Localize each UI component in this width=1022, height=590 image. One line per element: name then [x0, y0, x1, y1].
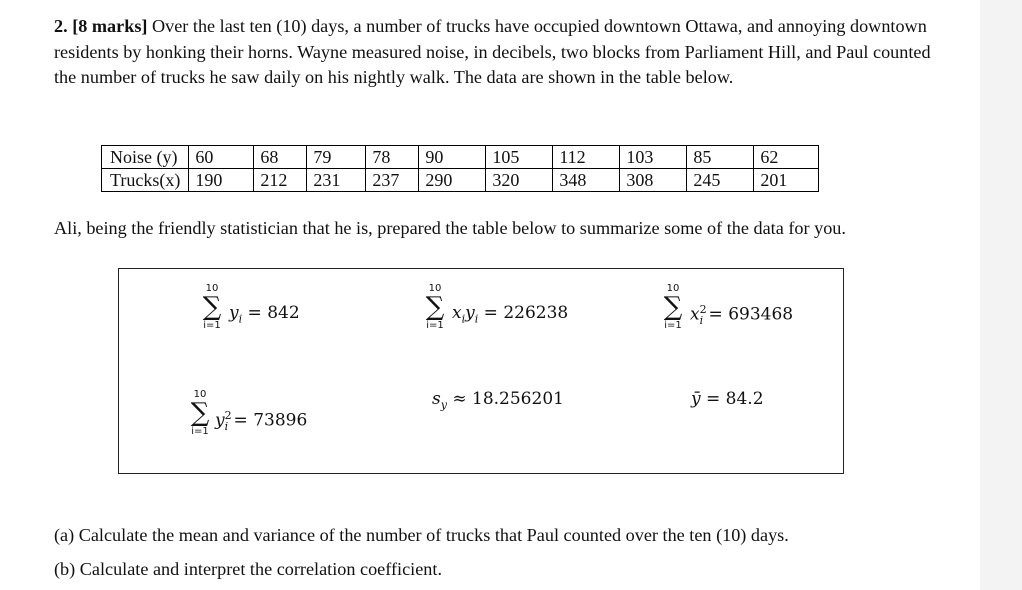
sum-xy-value: 226238: [503, 303, 569, 323]
question-number: 2.: [54, 16, 68, 36]
y-bar-formula: ȳ = 84.2: [691, 389, 764, 409]
table-cell: 237: [366, 169, 419, 192]
table-cell: 290: [419, 169, 486, 192]
table-cell: 308: [620, 169, 687, 192]
table-cell: 68: [254, 146, 307, 169]
sigma-icon: 10 ∑ i=1: [190, 389, 210, 437]
intro-text: Ali, being the friendly statistician that he is, prepared the table below to summarize some of the data for you.: [54, 218, 846, 238]
table-cell: 320: [486, 169, 553, 192]
sum-x2-value: 693468: [728, 304, 794, 325]
table-cell: 245: [687, 169, 754, 192]
table-cell: 212: [254, 169, 307, 192]
sigma-icon: 10 ∑ i=1: [425, 283, 445, 331]
table-row-noise: [102, 146, 819, 169]
sigma-icon: 10 ∑ i=1: [663, 283, 683, 331]
row-label: Noise (y): [102, 146, 189, 169]
table-cell: 112: [553, 146, 620, 169]
y-bar-value: 84.2: [725, 389, 764, 409]
row-label: Trucks(x): [102, 169, 189, 192]
table-cell: 190: [189, 169, 254, 192]
s-y-value: 18.256201: [472, 389, 564, 409]
sum-y-value: 842: [267, 303, 300, 323]
sum-y2-value: 73896: [253, 410, 308, 431]
question-marks: [8 marks]: [72, 16, 148, 36]
table-cell: 78: [366, 146, 419, 169]
table-cell: 201: [754, 169, 819, 192]
part-a: (a) Calculate the mean and variance of the number of trucks that Paul counted over the ten (10) days.: [54, 525, 789, 545]
summary-box: 10 ∑ i=1 $y_i = 842$ 10 ∑ i=1 $x_iy_i = 226238$ 10 ∑ i=1 $x^2_i = 693468$ 10 ∑ i=1 $y^2_i = 73896$ $s_y \approx 18.256201$ ȳ = 84.2: [118, 268, 844, 474]
question-body: Over the last ten (10) days, a number of trucks have occupied downtown Ottawa, and annoying downtown residents by honking their horns. Wayne measured noise, in decibels, two blocks from Parliament Hill, and Paul counted the number of trucks he saw daily on his nightly walk. The data are shown in the table below.: [54, 16, 931, 87]
s-y-formula: $s_y \approx 18.256201$: [432, 389, 564, 412]
data-table: [101, 145, 819, 192]
table-cell: 231: [307, 169, 366, 192]
table-cell: 105: [486, 146, 553, 169]
table-cell: 348: [553, 169, 620, 192]
table-cell: 85: [687, 146, 754, 169]
table-cell: 79: [307, 146, 366, 169]
sigma-icon: 10 ∑ i=1: [202, 283, 222, 331]
table-cell: 90: [419, 146, 486, 169]
part-b: (b) Calculate and interpret the correlation coefficient.: [54, 559, 442, 579]
question-text: [54, 14, 934, 91]
table-row-trucks: [102, 169, 819, 192]
table-cell: 103: [620, 146, 687, 169]
right-margin-strip: [980, 0, 1022, 590]
question-parts: [54, 518, 789, 586]
table-cell: 62: [754, 146, 819, 169]
table-cell: 60: [189, 146, 254, 169]
